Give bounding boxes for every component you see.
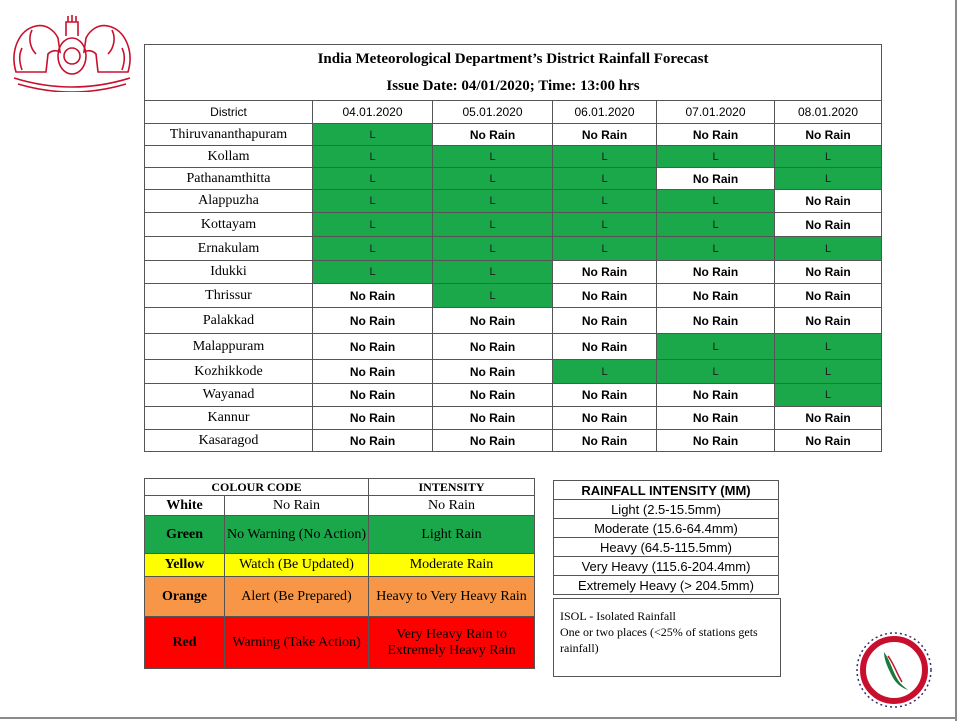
forecast-cell: No Rain [657,284,775,308]
forecast-header-row [145,101,882,124]
forecast-cell: No Rain [657,430,775,452]
forecast-row [145,407,882,430]
intensity-item: Very Heavy (115.6-204.4mm) [554,557,779,576]
colour-name: Green [145,516,225,554]
forecast-cell: L [313,190,433,213]
forecast-cell: L [775,237,882,261]
forecast-row [145,384,882,407]
forecast-cell: No Rain [313,407,433,430]
forecast-cell: No Rain [553,284,657,308]
forecast-cell: L [433,261,553,284]
forecast-cell: L [433,168,553,190]
forecast-cell: L [775,360,882,384]
forecast-cell: No Rain [657,168,775,190]
legend-row-red [145,617,535,669]
forecast-cell: L [775,334,882,360]
forecast-cell: No Rain [433,430,553,452]
legend-row-green [145,516,535,554]
district-name: Kozhikkode [145,360,313,384]
forecast-row [145,334,882,360]
forecast-cell: No Rain [775,213,882,237]
colour-meaning: No Warning (No Action) [225,516,369,554]
forecast-cell: No Rain [553,407,657,430]
forecast-row [145,430,882,452]
forecast-table [144,44,882,452]
isol-description: One or two places (<25% of stations gets rainfall) [560,625,758,655]
forecast-cell: L [313,213,433,237]
forecast-cell: No Rain [433,384,553,407]
issue-date: Issue Date: 04/01/2020; Time: 13:00 hrs [145,73,882,101]
colour-code-header: COLOUR CODE [145,479,369,496]
district-name: Thrissur [145,284,313,308]
forecast-row [145,146,882,168]
isol-definition: ISOL - Isolated Rainfall [560,609,676,623]
forecast-cell: L [553,190,657,213]
forecast-cell: No Rain [313,284,433,308]
forecast-cell: No Rain [313,308,433,334]
forecast-cell: No Rain [313,384,433,407]
forecast-cell: L [657,360,775,384]
colour-intensity: Heavy to Very Heavy Rain [369,577,535,617]
isol-note-box [553,598,781,677]
forecast-cell: No Rain [775,190,882,213]
district-name: Kottayam [145,213,313,237]
forecast-cell: No Rain [657,407,775,430]
forecast-cell: No Rain [553,308,657,334]
page-right-edge [955,0,957,721]
date-header: 06.01.2020 [553,101,657,124]
colour-meaning: No Rain [225,496,369,516]
colour-name: Yellow [145,554,225,577]
forecast-cell: No Rain [433,334,553,360]
colour-intensity: Light Rain [369,516,535,554]
forecast-cell: No Rain [553,334,657,360]
forecast-cell: No Rain [775,261,882,284]
forecast-cell: No Rain [775,124,882,146]
forecast-cell: No Rain [775,430,882,452]
kerala-emblem-icon [8,12,136,92]
forecast-cell: No Rain [657,261,775,284]
forecast-cell: L [433,213,553,237]
colour-code-table [144,478,535,669]
forecast-row [145,360,882,384]
forecast-cell: L [313,124,433,146]
intensity-header: INTENSITY [369,479,535,496]
district-name: Ernakulam [145,237,313,261]
date-header: 07.01.2020 [657,101,775,124]
district-name: Kasaragod [145,430,313,452]
forecast-cell: No Rain [433,308,553,334]
forecast-cell: L [313,168,433,190]
colour-name: Orange [145,577,225,617]
forecast-cell: No Rain [775,407,882,430]
forecast-cell: No Rain [553,124,657,146]
forecast-cell: L [553,213,657,237]
forecast-row [145,237,882,261]
forecast-row [145,190,882,213]
forecast-cell: L [433,237,553,261]
disaster-management-emblem-icon [854,630,934,710]
colour-intensity: No Rain [369,496,535,516]
forecast-cell: L [433,190,553,213]
colour-meaning: Alert (Be Prepared) [225,577,369,617]
date-header: 04.01.2020 [313,101,433,124]
forecast-cell: No Rain [313,360,433,384]
district-name: Idukki [145,261,313,284]
forecast-cell: L [657,213,775,237]
forecast-cell: No Rain [553,261,657,284]
forecast-cell: No Rain [657,124,775,146]
forecast-cell: No Rain [657,308,775,334]
forecast-cell: L [657,334,775,360]
forecast-cell: No Rain [433,124,553,146]
forecast-row [145,213,882,237]
forecast-cell: L [657,146,775,168]
rainfall-intensity-title: RAINFALL INTENSITY (MM) [554,481,779,500]
date-header: 08.01.2020 [775,101,882,124]
district-name: Thiruvananthapuram [145,124,313,146]
forecast-cell: L [433,284,553,308]
forecast-cell: No Rain [313,430,433,452]
page-bottom-edge [0,717,957,719]
forecast-cell: No Rain [313,334,433,360]
forecast-cell: L [775,168,882,190]
forecast-row [145,168,882,190]
forecast-cell: No Rain [775,284,882,308]
legend-row-white [145,496,535,516]
district-name: Kollam [145,146,313,168]
rainfall-intensity-table [553,480,779,595]
forecast-cell: L [553,360,657,384]
forecast-row [145,124,882,146]
district-column-header: District [145,101,313,124]
forecast-cell: L [433,146,553,168]
colour-name: Red [145,617,225,669]
district-name: Malappuram [145,334,313,360]
forecast-cell: No Rain [553,430,657,452]
forecast-cell: No Rain [657,384,775,407]
intensity-item: Extremely Heavy (> 204.5mm) [554,576,779,595]
forecast-cell: L [657,190,775,213]
forecast-cell: L [553,146,657,168]
intensity-item: Light (2.5-15.5mm) [554,500,779,519]
district-name: Pathanamthitta [145,168,313,190]
intensity-item: Heavy (64.5-115.5mm) [554,538,779,557]
district-name: Wayanad [145,384,313,407]
forecast-cell: No Rain [775,308,882,334]
forecast-row [145,308,882,334]
forecast-cell: No Rain [553,384,657,407]
date-header: 05.01.2020 [433,101,553,124]
forecast-title: India Meteorological Department’s District Rainfall Forecast [145,45,882,74]
colour-meaning: Warning (Take Action) [225,617,369,669]
forecast-cell: L [553,237,657,261]
legend-row-yellow [145,554,535,577]
forecast-cell: L [313,237,433,261]
forecast-cell: No Rain [433,407,553,430]
forecast-row [145,261,882,284]
colour-intensity: Very Heavy Rain to Extremely Heavy Rain [369,617,535,669]
colour-name: White [145,496,225,516]
district-name: Palakkad [145,308,313,334]
intensity-item: Moderate (15.6-64.4mm) [554,519,779,538]
forecast-cell: L [313,146,433,168]
forecast-cell: L [657,237,775,261]
forecast-cell: L [775,146,882,168]
district-name: Kannur [145,407,313,430]
legend-row-orange [145,577,535,617]
forecast-cell: L [313,261,433,284]
forecast-cell: No Rain [433,360,553,384]
district-name: Alappuzha [145,190,313,213]
forecast-cell: L [553,168,657,190]
colour-intensity: Moderate Rain [369,554,535,577]
colour-meaning: Watch (Be Updated) [225,554,369,577]
forecast-row [145,284,882,308]
forecast-cell: L [775,384,882,407]
